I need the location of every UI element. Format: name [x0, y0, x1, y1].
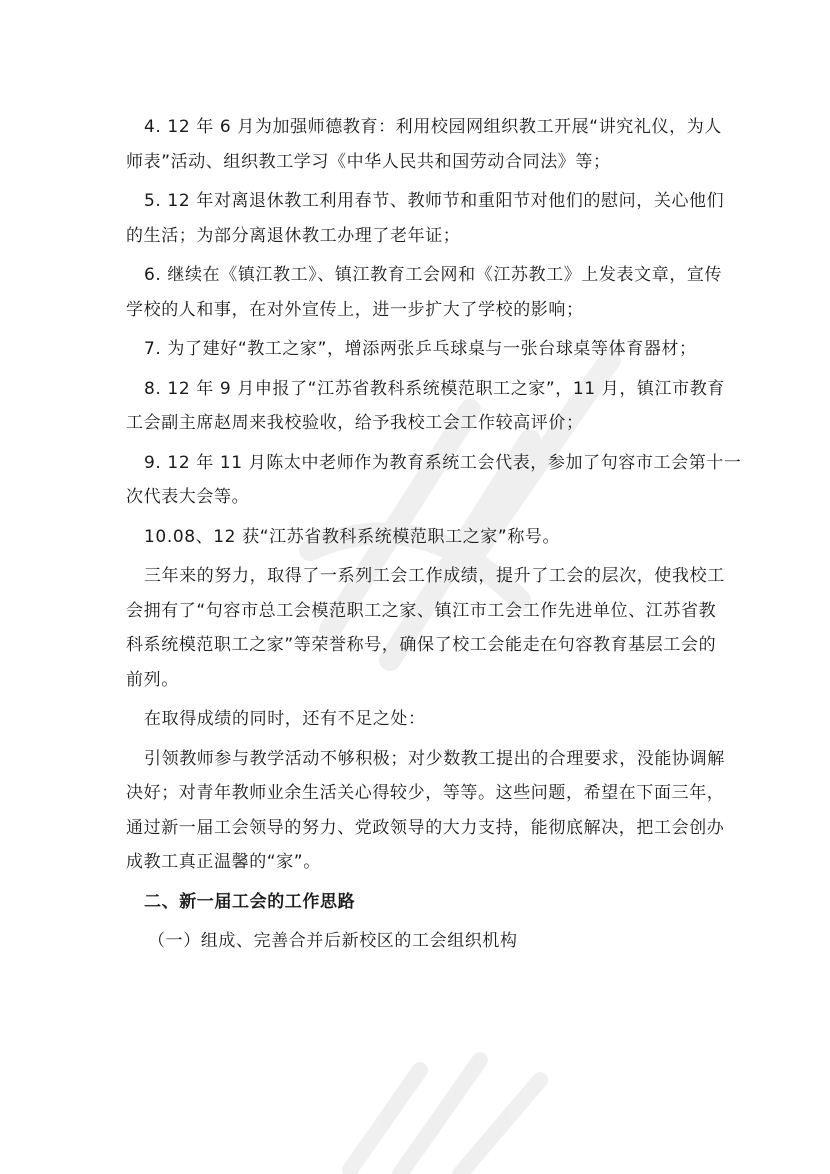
document-body [126, 110, 742, 959]
text-line: 会拥有了“句容市总工会模范职工之家、镇江市工会工作先进单位、江苏省教 [126, 600, 717, 621]
subsection-heading: （一）组成、完善合并后新校区的工会组织机构 [148, 931, 518, 951]
text-line: 8. 12 年 9 月申报了“江苏省教科系统模范职工之家”，11 月，镇江市教育 [144, 378, 725, 399]
text-line: 成教工真正温馨的“家”。 [126, 852, 321, 872]
text-line: 4. 12 年 6 月为加强师德教育：利用校园网组织教工开展“讲究礼仪，为人 [144, 117, 722, 137]
watermark-graphic-bottom [330, 1040, 560, 1174]
paragraph [126, 559, 725, 697]
text-line: 9. 12 年 11 月陈太中老师作为教育系统工会代表，参加了句容市工会第十一 [144, 452, 742, 473]
text-line: 决好；对青年教师业余生活关心得较少，等等。这些问题，希望在下面三年， [126, 783, 725, 803]
text-line: 6. 继续在《镇江教工》、镇江教育工会网和《江苏教工》上发表文章，宣传 [144, 265, 723, 285]
text-line: 7. 为了建好“教工之家”，增添两张乒乓球桌与一张台球桌等体育器材； [144, 339, 697, 359]
list-item [126, 184, 725, 253]
text-line: 科系统模范职工之家”等荣誉称号，确保了校工会能走在句容教育基层工会的 [126, 635, 717, 655]
text-line: 引领教师参与教学活动不够积极；对少数教工提出的合理要求，没能协调解 [144, 748, 725, 769]
list-item [126, 520, 716, 555]
list-item [126, 258, 723, 327]
text-line: 的生活；为部分离退休教工办理了老年证； [126, 225, 461, 246]
list-item [126, 110, 722, 179]
text-line: 前列。 [126, 669, 179, 690]
text-line: 5. 12 年对离退休教工利用春节、教师节和重阳节对他们的慰问，关心他们 [144, 191, 725, 211]
list-item [126, 446, 742, 515]
list-item [126, 372, 725, 441]
text-line: 10.08、12 获“江苏省教科系统模范职工之家”称号。 [144, 526, 561, 547]
text-line: 学校的人和事，在对外宣传上，进一步扩大了学校的影响； [126, 299, 584, 320]
section-heading: 二、新一届工会的工作思路 [144, 891, 356, 912]
text-line: 通过新一届工会领导的努力、党政领导的大力支持，能彻底解决，把工会创办 [126, 817, 725, 838]
text-line: 师表”活动、组织教工学习《中华人民共和国劳动合同法》等； [126, 151, 611, 172]
text-line: 三年来的努力，取得了一系列工会工作成绩，提升了工会的层次，使我校工 [144, 566, 725, 586]
text-line: 工会副主席赵周来我校验收，给予我校工会工作较高评价； [126, 413, 584, 433]
list-item [126, 332, 716, 367]
paragraph [126, 742, 725, 880]
text-line: 在取得成绩的同时，还有不足之处： [144, 709, 426, 729]
text-line: 次代表大会等。 [126, 487, 250, 507]
paragraph [126, 702, 716, 737]
